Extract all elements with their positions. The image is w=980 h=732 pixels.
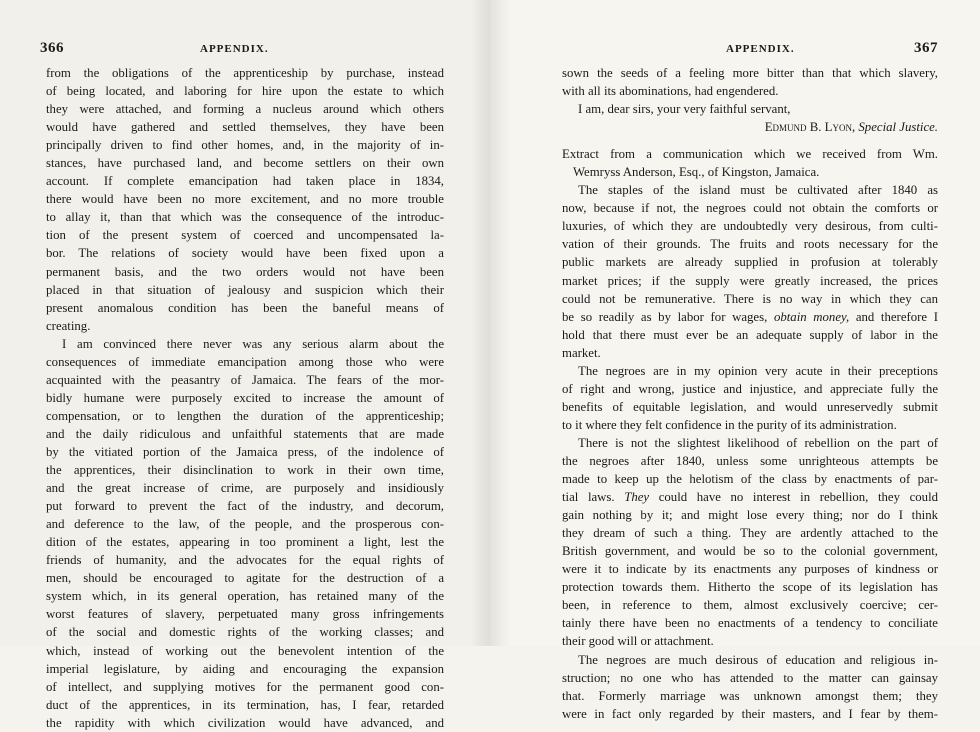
- text-line: there would have been no more excitement, and no more trouble: [46, 192, 444, 207]
- text-line: market prices; if the supply were greatly increased, the prices: [562, 273, 938, 288]
- text-line: gain nothing by it; and might lose every thing; nor do I think: [562, 508, 938, 523]
- text-line: dition of the estates, appearing in too prominent a light, lest the: [46, 535, 444, 550]
- signature: [562, 118, 938, 136]
- text-line: system which, in its general operation, has retained many of the: [46, 589, 444, 604]
- text-line: bidly humane were purposely excited to increase the amount of: [46, 390, 444, 405]
- text-line: their good will or attachment.: [562, 634, 714, 649]
- text-line: tial laws. They could have no interest in rebellion, they could: [562, 490, 938, 505]
- text-line: and the great increase of crime, are purposely and insidiously: [46, 481, 444, 496]
- text-line: luxuries, of which they are undoubtedly very desirous, from culti-: [562, 219, 938, 234]
- text-line: present anomalous condition has been the baneful means of: [46, 300, 444, 315]
- text-line: were in fact only regarded by their masters, and I fear by them-: [562, 706, 938, 721]
- text-line: from the obligations of the apprenticeship by purchase, instead: [46, 66, 444, 80]
- text-line: by the vitiated portion of the Jamaica press, of the indolence of: [46, 444, 444, 459]
- text-line: they dream of such a thing. They are ardently attached to the: [562, 526, 938, 541]
- text-line: duct of the apprentices, in its termination, has, I fear, retarded: [46, 697, 444, 712]
- right-page-number: 367: [914, 40, 938, 56]
- text-line: public markets are already supplied in profusion at tolerably: [562, 255, 938, 270]
- text-line: stances, have purchased land, and become settlers on their own: [46, 156, 444, 171]
- left-running-head: APPENDIX.: [200, 43, 269, 55]
- book-gutter: [470, 0, 510, 646]
- text-line: principally driven to find other homes, and, in the majority of in-: [46, 138, 444, 153]
- text-line: be so readily as by labor for wages, obtain money, and therefore I: [562, 309, 938, 324]
- text-line: sown the seeds of a feeling more bitter than that which slavery,: [562, 66, 938, 80]
- text-line: The negroes are in my opinion very acute in their preceptions: [578, 363, 938, 378]
- text-line: of being located, and laboring for hire upon the estate to which: [46, 84, 444, 99]
- right-running-head: APPENDIX.: [726, 43, 795, 55]
- right-page: [490, 0, 980, 721]
- text-line: vation of their grounds. The fruits and roots necessary for the: [562, 237, 938, 252]
- text-line: put forward to prevent the fact of the industry, and decorum,: [46, 499, 444, 514]
- text-line: and the daily ridiculous and unfaithful statements that are made: [46, 426, 444, 441]
- text-line: men, should be encouraged to agitate for the destruction of a: [46, 571, 444, 586]
- left-page-number: 366: [40, 40, 64, 56]
- text-line: which, instead of working out the benevolent intention of the: [46, 643, 444, 658]
- text-line: the negroes after 1840, unless some unrighteous attempts be: [562, 453, 938, 468]
- right-text-column: [562, 64, 938, 723]
- text-line: bor. The relations of society would have been fixed upon a: [46, 246, 444, 261]
- text-line: now, because if not, the negroes could not obtain the comforts or: [562, 201, 938, 216]
- signature-name: Edmund B. Lyon,: [764, 120, 856, 135]
- extract-heading: Wemryss Anderson, Esq., of Kingston, Jamaica.: [573, 165, 820, 180]
- text-line: would have gathered and settled themselves, they have been: [46, 120, 444, 135]
- text-line: been, in reference to them, almost exclusively coercive; cer-: [562, 598, 938, 613]
- text-line: they were attached, and forming a nucleus around which others: [46, 102, 444, 117]
- text-line: the rapidity with which civilization would have advanced, and: [46, 715, 444, 730]
- signature-title: Special Justice.: [858, 120, 938, 135]
- text-line: compensation, or to lengthen the duration of the apprenticeship;: [46, 408, 444, 423]
- text-line: made to keep up the helotism of the class by enactments of par-: [562, 472, 938, 487]
- text-line: consequences of immediate emancipation among those who were: [46, 354, 444, 369]
- text-line: creating.: [46, 318, 91, 333]
- closing-line: I am, dear sirs, your very faithful servant,: [578, 102, 791, 117]
- text-line: market.: [562, 345, 601, 360]
- text-line: account. If complete emancipation had taken place in 1834,: [46, 174, 444, 189]
- left-text-column: [46, 64, 444, 732]
- text-line: the apprentices, their disinclination to work in their own time,: [46, 463, 444, 478]
- text-line: hold that there must ever be an adequate supply of labor in the: [562, 327, 938, 342]
- text-line: of right and wrong, justice and injustice, and appreciate fully the: [562, 381, 938, 396]
- text-line: The staples of the island must be cultivated after 1840 as: [578, 183, 938, 198]
- text-line: tion of the present system of coerced and uncompensated la-: [46, 228, 444, 243]
- text-line: placed in that situation of jealousy and suspicion which their: [46, 282, 444, 297]
- text-line: worst features of slavery, perpetuated many gross infringements: [46, 607, 444, 622]
- text-line: British government, and would be so to the colonial government,: [562, 544, 938, 559]
- text-line: permanent basis, and the two orders would not have been: [46, 264, 444, 279]
- extract-heading: Extract from a communication which we received from Wm.: [562, 147, 938, 162]
- text-line: There is not the slightest likelihood of rebellion on the part of: [578, 435, 938, 450]
- text-line: acquainted with the peasantry of Jamaica. The fears of the mor-: [46, 372, 444, 387]
- text-line: and deference to the law, of the people, and the prosperous con-: [46, 517, 444, 532]
- text-line: to allay it, than that which was the consequence of the introduc-: [46, 210, 444, 225]
- text-line: tainly there have been no enactments of a tendency to conciliate: [562, 616, 938, 631]
- text-line: imperial legislature, by aiding and encouraging the expansion: [46, 661, 444, 676]
- text-line: were it to indicate by its enactments any purposes of kindness or: [562, 562, 938, 577]
- text-line: with all its abominations, had engendered.: [562, 84, 779, 99]
- text-line: friends of humanity, and the advocates for the equal rights of: [46, 553, 444, 568]
- text-line: of intellect, and supplying motives for the permanent good con-: [46, 679, 444, 694]
- text-line: The negroes are much desirous of education and religious in-: [578, 652, 938, 667]
- text-line: that. Formerly marriage was unknown amongst them; they: [562, 688, 938, 703]
- text-line: benefits of equitable legislation, and would unreservedly submit: [562, 399, 938, 414]
- left-page: [0, 0, 490, 730]
- text-line: struction; no one who has attended to the matter can gainsay: [562, 670, 938, 685]
- text-line: could not be remunerative. There is no way in which they can: [562, 291, 938, 306]
- text-line: I am convinced there never was any serious alarm about the: [62, 336, 444, 351]
- text-line: to it where they felt confidence in the purity of its administration.: [562, 417, 897, 432]
- text-line: of the social and domestic rights of the working classes; and: [46, 625, 444, 640]
- text-line: protection towards them. Hitherto the scope of its legislation has: [562, 580, 938, 595]
